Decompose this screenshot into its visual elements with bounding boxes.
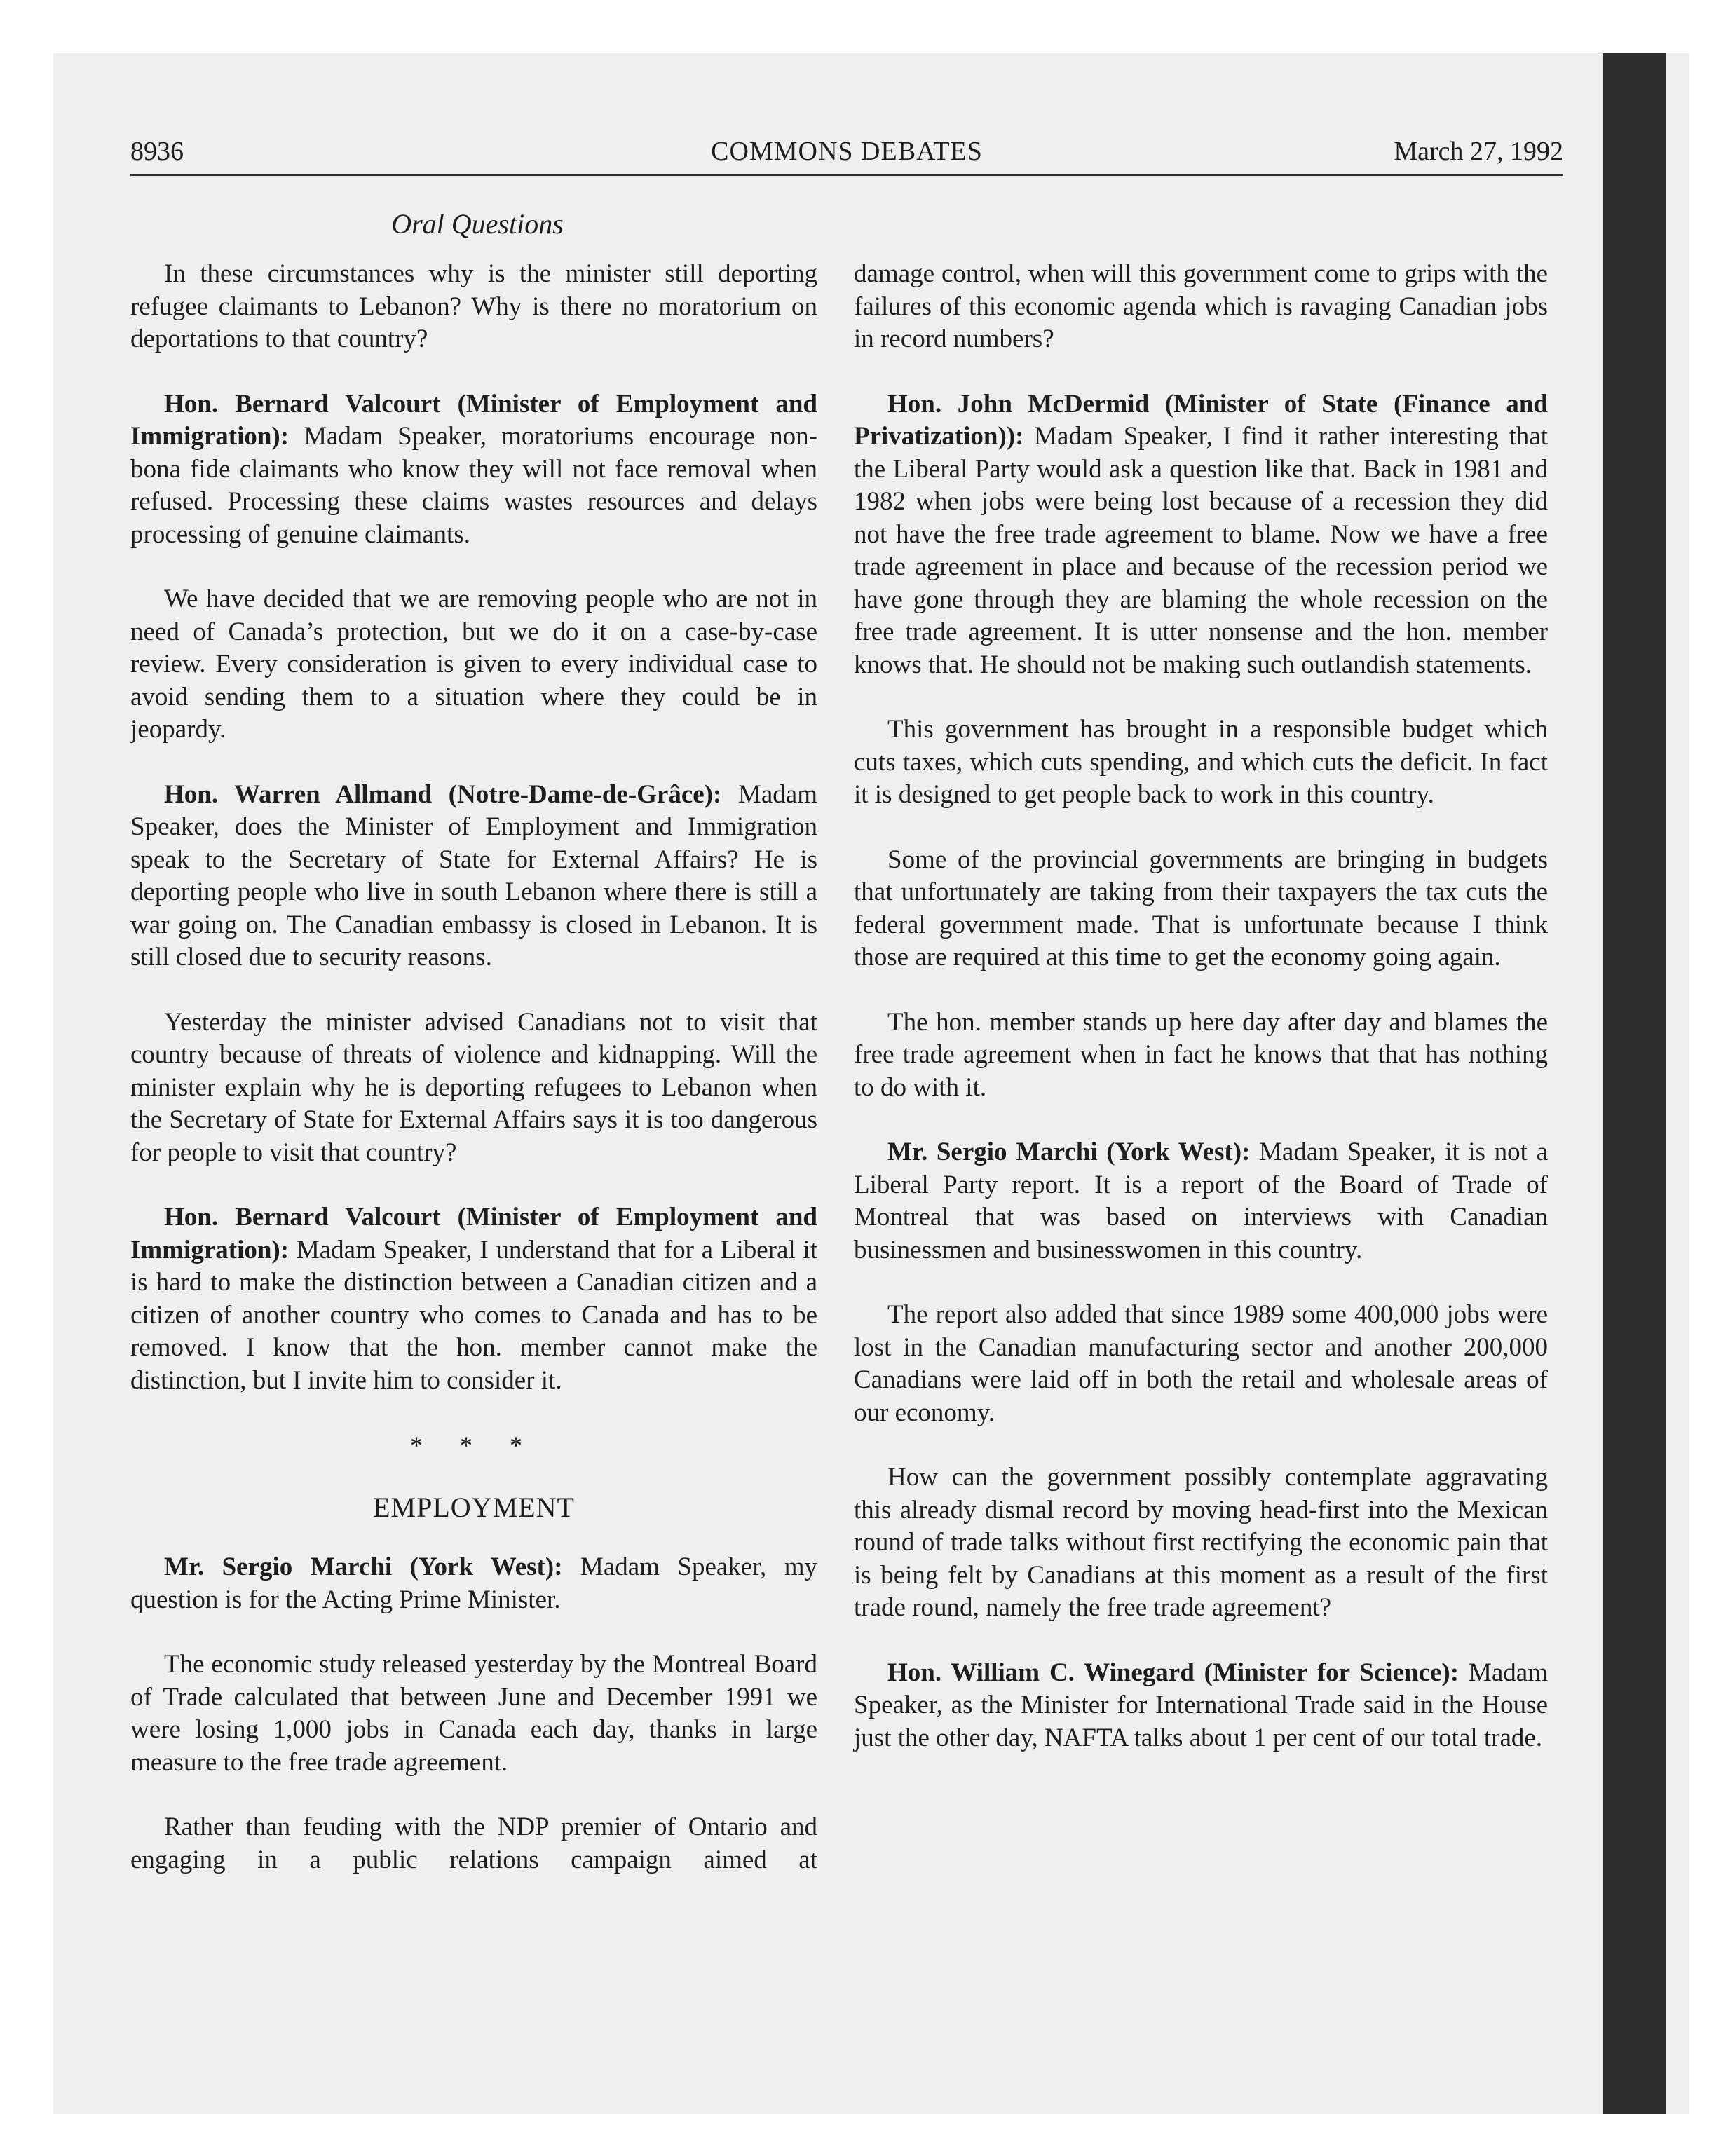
- speaker-name: Hon. Warren Allmand (Notre-Dame-de-Grâce):: [164, 779, 722, 809]
- paragraph-text: The report also added that since 1989 some 400,000 jobs were lost in the Canadian manufacturing sector and another 200,000 Canadians were laid off in both the retail and wholesale areas of our economy.: [854, 1300, 1548, 1427]
- paragraph: [130, 1201, 817, 1397]
- header-rule: [130, 174, 1563, 176]
- paragraph-text: Madam Speaker, it is not a Liberal Party report. It is a report of the Board of Trade of Montreal that was based on interviews with Canadian businessmen and businesswomen in this country.: [854, 1138, 1549, 1264]
- paragraph-text: Yesterday the minister advised Canadians not to visit that country because of threats of violence and kidnapping. Will the minister explain why he is deporting refugees to Lebanon when the Secretary of State for External Affairs says it is too dangerous for people to visit that country?: [130, 1007, 817, 1167]
- paragraph: [854, 258, 1548, 356]
- paragraph-text: Rather than feuding with the NDP premier of Ontario and engaging in a public relations campaign aimed at: [130, 1813, 817, 1874]
- paragraph: [130, 1551, 817, 1616]
- issue-date: March 27, 1992: [1394, 137, 1563, 166]
- paragraph: [854, 1007, 1548, 1105]
- paragraph-text: Madam Speaker, as the Minister for International Trade said in the House just the other day, NAFTA talks about 1 per cent of our total trade.: [854, 1658, 1548, 1752]
- paragraph-text: Some of the provincial governments are bringing in budgets that unfortunately are taking from their taxpayers the tax cuts the federal government made. That is unfortunate because I think those are required at this time to get the economy going again.: [854, 845, 1548, 971]
- paragraph-text: The hon. member stands up here day after day and blames the free trade agreement when in fact he knows that that has nothing to do with it.: [854, 1007, 1548, 1102]
- paragraph-text: Madam Speaker, my question is for the Acting Prime Minister.: [130, 1553, 817, 1614]
- journal-title: COMMONS DEBATES: [711, 137, 983, 166]
- paragraph: [130, 258, 817, 356]
- running-head: [130, 130, 1563, 172]
- hansard-page: [130, 130, 1563, 2079]
- paragraph-text: Madam Speaker, does the Minister of Employment and Immigration speak to the Secretary of State for External Affairs? He is deporting people who live in south Lebanon where there is still a war going on. The Canadian embassy is closed in Lebanon. It is still closed due to security reasons.: [130, 779, 817, 971]
- speaker-name: Hon. Bernard Valcourt (Minister of Employment and Immigration):: [130, 389, 817, 451]
- paragraph-text: In these circumstances why is the minister still deporting refugee claimants to Lebanon? Why is there no moratorium on deportations to that country?: [130, 259, 817, 353]
- paragraph: [130, 388, 817, 552]
- paragraph: [854, 1299, 1548, 1429]
- paragraph: [130, 779, 817, 974]
- paragraph: [854, 844, 1548, 974]
- paragraph: [854, 388, 1548, 682]
- paragraph-text: damage control, when will this government come to grips with the failures of this economic agenda which is ravaging Canadian jobs in record numbers?: [854, 259, 1548, 353]
- topic-heading: EMPLOYMENT: [373, 1492, 575, 1523]
- speaker-name: Hon. John McDermid (Minister of State (Finance and Privatization)):: [854, 389, 1548, 451]
- paragraph: [130, 1811, 817, 1876]
- scanner-edge-shadow: [1603, 53, 1666, 2114]
- paragraph-text: Madam Speaker, moratoriums encourage non-bona fide claimants who know they will not face removal when refused. Processing these claims wastes resources and delays processing of genuine claimants.: [130, 422, 817, 549]
- paragraph: [854, 1461, 1548, 1625]
- speaker-name: Mr. Sergio Marchi (York West):: [164, 1553, 563, 1581]
- paragraph-text: The economic study released yesterday by the Montreal Board of Trade calculated that between June and December 1991 we were losing 1,000 jobs in Canada each day, thanks in large measure to the free trade agreement.: [130, 1650, 817, 1777]
- paragraph: [854, 1657, 1548, 1755]
- paragraph-text: We have decided that we are removing people who are not in need of Canada’s protection, but we do it on a case-by-case review. Every consideration is given to every individual case to avoid sending them to a situation where they could be in jeopardy.: [130, 585, 817, 744]
- speaker-name: Mr. Sergio Marchi (York West):: [887, 1138, 1251, 1166]
- paragraph: [854, 1136, 1548, 1267]
- paragraph: [130, 1007, 817, 1170]
- section-separator: * * *: [410, 1431, 538, 1459]
- page-number: 8936: [130, 137, 184, 166]
- speaker-name: Hon. Bernard Valcourt (Minister of Employment and Immigration):: [130, 1203, 817, 1264]
- paragraph: [130, 583, 817, 746]
- section-title: Oral Questions: [391, 208, 564, 240]
- paragraph-text: Madam Speaker, I find it rather interesting that the Liberal Party would ask a question like that. Back in 1981 and 1982 when jobs were being lost because of a recession they did not have the free trade agreement to blame. Now we have a free trade agreement in place and because of the recession period we have gone through they are blaming the whole recession on the free trade agreement. It is utter nonsense and the hon. member knows that. He should not be making such outlandish statements.: [854, 422, 1548, 679]
- right-column: [854, 258, 1548, 1787]
- paragraph-text: How can the government possibly contemplate aggravating this already dismal record by moving head-first into the Mexican round of trade talks without first rectifying the economic pain that is being felt by Canadians at this moment as a result of the first trade round, namely the free trade agreement?: [854, 1463, 1548, 1622]
- left-column: [130, 258, 817, 1909]
- paragraph: [854, 714, 1548, 812]
- paragraph-text: Madam Speaker, I understand that for a Liberal it is hard to make the distinction between a Canadian citizen and a citizen of another country who comes to Canada and has to be removed. I know that the hon. member cannot make the distinction, but I invite him to consider it.: [130, 1235, 817, 1395]
- paragraph: [130, 1649, 817, 1779]
- paragraph-text: This government has brought in a responsible budget which cuts taxes, which cuts spending, and which cuts the deficit. In fact it is designed to get people back to work in this country.: [854, 715, 1548, 809]
- speaker-name: Hon. William C. Winegard (Minister for Science):: [887, 1658, 1460, 1687]
